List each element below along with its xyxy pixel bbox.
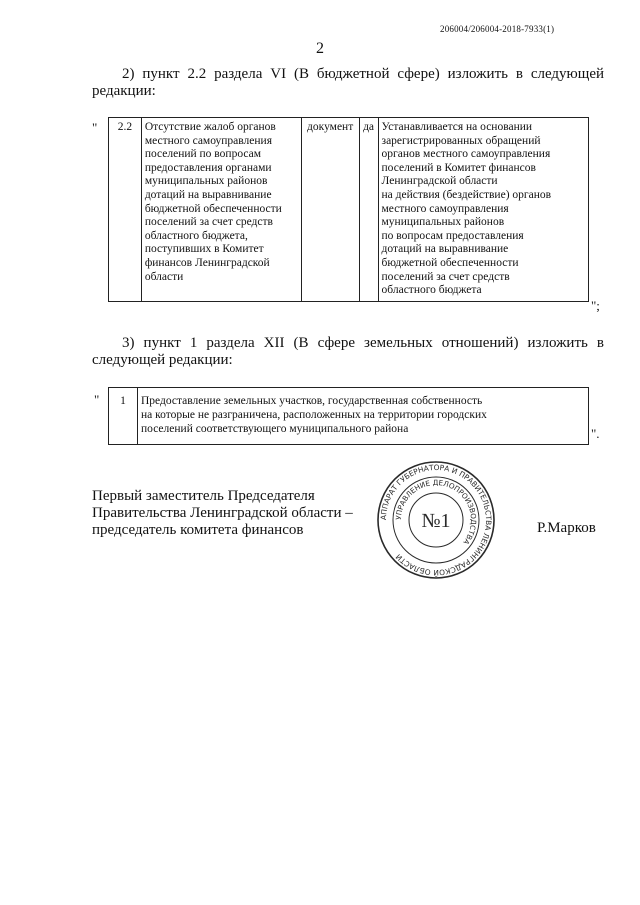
criteria-table-1 [108,117,589,302]
document-cell: документ [301,118,359,302]
signatory-line: Первый заместитель Председателя [92,488,315,504]
rule-cell [378,118,588,302]
row-number: 2.2 [109,118,142,302]
seal-number: №1 [421,510,451,532]
value-cell: да [359,118,378,302]
official-seal [376,460,496,580]
seal-outer-text: АППАРАТ ГУБЕРНАТОРА И ПРАВИТЕЛЬСТВА ЛЕНИНГРАДСКОЙ ОБЛАСТИ [378,462,494,578]
rule-line: по вопросам предоставления [381,229,524,242]
criterion-cell: Отсутствие жалоб органов местного самоуправления поселений по вопросам предоставления органами муниципальных районов дотаций на выравнивание бюджетной обеспеченности поселений за счет средств областного бюджета, поступивших в Комитет финансов Ленинградской области [141,118,301,302]
description-line: Предоставление земельных участков, государственная собственность [141,395,483,407]
rule-line: областного бюджета [381,284,482,297]
document-id: 206004/206004-2018-7933(1) [440,24,555,34]
rule-line: поселений в Комитет финансов [381,161,536,174]
rule-line: на действия (бездействие) органов [381,188,552,201]
seal-inner-text: УПРАВЛЕНИЕ ДЕЛОПРОИЗВОДСТВА [393,477,479,547]
paragraph-item-2: 2) пункт 2.2 раздела VI (В бюджетной сфере) изложить в следующей редакции: [92,66,604,99]
rule-line: дотаций на выравнивание [381,243,509,256]
table2-close-quote: ". [591,426,600,441]
criteria-table-2 [108,387,589,445]
paragraph-item-3: 3) пункт 1 раздела XII (В сфере земельных отношений) изложить в следующей редакции: [92,335,604,368]
row-number: 1 [109,388,138,445]
signatory-title [92,488,353,539]
description-line: на которые не разграничена, расположенных на территории городских [141,409,487,421]
page-number: 2 [316,40,324,57]
rule-line: органов местного самоуправления [381,148,551,161]
table1-open-quote: " [92,120,98,135]
table1-close-quote: "; [591,298,600,313]
description-cell [138,388,589,445]
signatory-line: председатель комитета финансов [92,522,304,538]
table-row [109,388,589,445]
signatory-name: Р.Марков [537,520,596,536]
rule-line: Устанавливается на основании [381,121,533,133]
rule-line: поселений за счет средств [381,270,510,283]
description-line: поселений соответствующего муниципального района [141,423,409,435]
rule-line: зарегистрированных обращений [381,134,541,147]
table2-open-quote: " [94,392,100,407]
rule-line: бюджетной обеспеченности [381,256,519,269]
rule-line: муниципальных районов [381,216,505,229]
table-row [109,118,589,302]
rule-line: местного самоуправления [381,202,509,215]
rule-line: Ленинградской области [381,175,498,188]
signatory-line: Правительства Ленинградской области – [92,505,353,521]
